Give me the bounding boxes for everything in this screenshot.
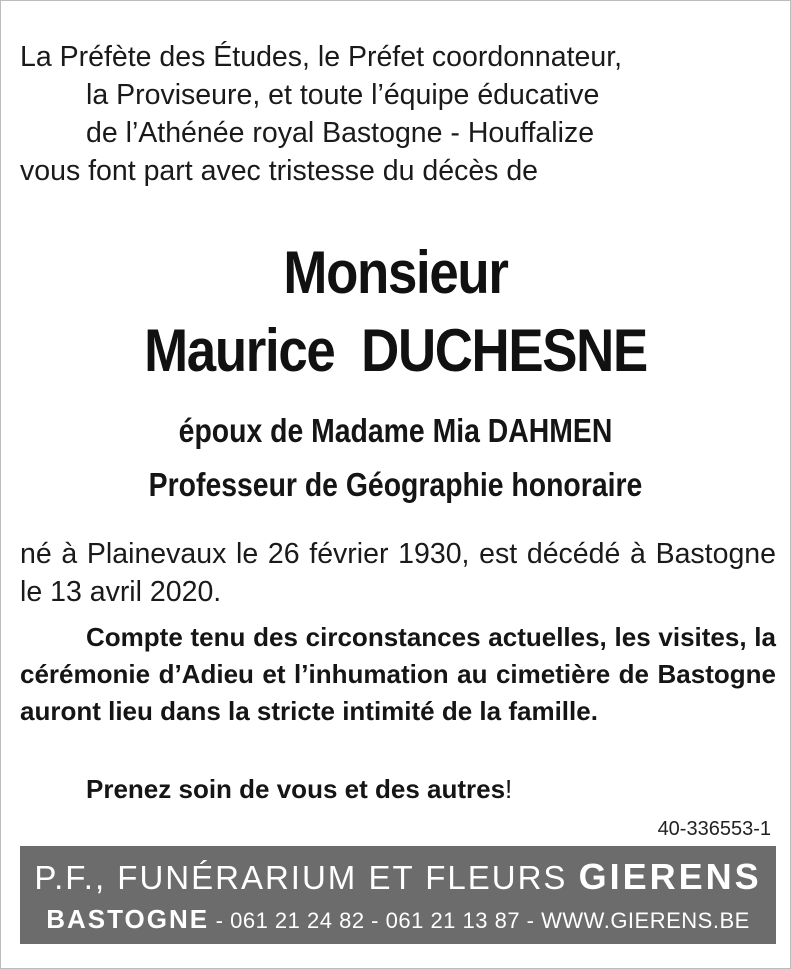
intro-line-3: de l’Athénée royal Bastogne - Houffalize [86, 117, 595, 149]
notice-text: Compte tenu des circonstances actuelles, les visites, la cérémonie d’Adieu et l’inhumation au cimetière de Bastogne auront lieu dans la stricte intimité de la famille. [20, 622, 776, 726]
intro-line-2: la Proviseure, et toute l’équipe éducative [86, 79, 600, 111]
intro-line-4: vous font part avec tristesse du décès de [20, 155, 539, 187]
notice-block [20, 619, 776, 730]
deceased-name: Maurice DUCHESNE [144, 317, 647, 384]
banner-prefix: P.F., FUNÉRARIUM ET FLEURS [34, 859, 568, 896]
profession-line: Professeur de Géographie honoraire [148, 466, 643, 503]
spouse-line: époux de Madame Mia DAHMEN [178, 412, 613, 449]
banner-contacts: - 061 21 24 82 - 061 21 13 87 - WWW.GIERENS.BE [209, 908, 750, 933]
reference-number: 40-336553-1 [657, 818, 771, 840]
intro-line-1: La Préfète des Études, le Préfet coordonnateur, [20, 41, 623, 73]
birth-death-text: né à Plainevaux le 26 février 1930, est décédé à Bastogne le 13 avril 2020. [20, 538, 776, 608]
closing-line [86, 774, 512, 805]
funeral-home-banner [20, 846, 776, 944]
banner-city: BASTOGNE [46, 904, 210, 934]
banner-line-1 [20, 856, 776, 898]
intro-block [20, 38, 622, 190]
banner-line-2 [20, 904, 776, 935]
closing-text: Prenez soin de vous et des autres [86, 774, 506, 804]
deceased-title: Monsieur [283, 239, 508, 306]
banner-brand: GIERENS [578, 856, 762, 897]
closing-punct: ! [505, 774, 513, 804]
